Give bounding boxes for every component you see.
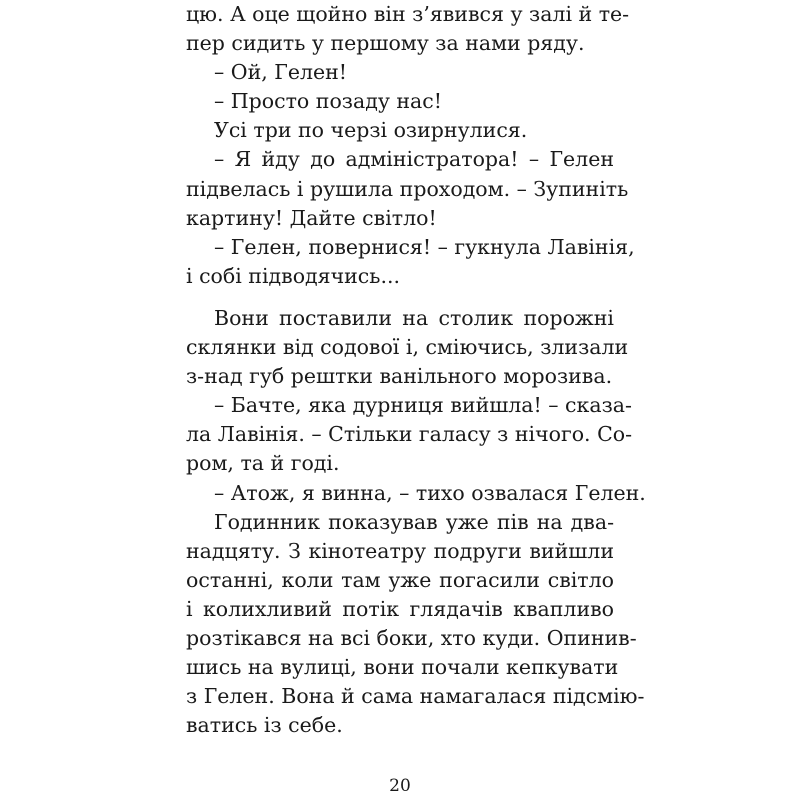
text-line: з Гелен. Вона й сама намагалася підсмію- bbox=[186, 684, 645, 709]
text-line: – Я йду до адміністратора! – Гелен bbox=[214, 147, 614, 172]
text-line: – Атож, я винна, – тихо озвалася Гелен. bbox=[214, 480, 646, 505]
text-line: пер сидить у першому за нами ряду. bbox=[186, 31, 585, 56]
text-line: ла Лавінія. – Стільки галасу з нічого. Со- bbox=[186, 422, 633, 447]
text-line: ватись із себе. bbox=[186, 713, 343, 738]
text-line: Усі три по черзі озирнулися. bbox=[214, 118, 528, 143]
text-block-upper bbox=[186, 0, 635, 291]
text-line: з-над губ рештки ванільного морозива. bbox=[186, 364, 613, 389]
text-line: картину! Дайте світло! bbox=[186, 205, 437, 230]
text-block-lower bbox=[186, 304, 646, 740]
text-line: – Гелен, повернися! – гукнула Лавінія, bbox=[214, 234, 635, 259]
text-line: і собі підводячись... bbox=[186, 263, 400, 288]
text-line: останні, коли там уже погасили світло bbox=[186, 567, 614, 592]
text-line: склянки від содової і, сміючись, злизали bbox=[186, 335, 629, 360]
text-line: Годинник показував уже пів на два- bbox=[214, 509, 614, 534]
page-number: 20 bbox=[389, 776, 411, 796]
text-line: і колихливий потік глядачів квапливо bbox=[186, 596, 614, 621]
text-line: ром, та й годі. bbox=[186, 451, 340, 476]
text-line: Вони поставили на столик порожні bbox=[214, 306, 614, 330]
text-line: – Просто позаду нас! bbox=[214, 89, 443, 114]
text-line: підвелась і рушила проходом. – Зупиніть bbox=[186, 176, 629, 201]
text-line: шись на вулиці, вони почали кепкувати bbox=[186, 655, 619, 680]
text-line: розтікався на всі боки, хто куди. Опинив- bbox=[186, 626, 637, 651]
text-line: надцяту. З кінотеатру подруги вийшли bbox=[186, 538, 614, 563]
text-line: – Ой, Гелен! bbox=[214, 60, 348, 85]
text-line: цю. А оце щойно він з’явився у залі й те- bbox=[186, 2, 630, 26]
text-line: – Бачте, яка дурниця вийшла! – сказа- bbox=[214, 393, 632, 418]
